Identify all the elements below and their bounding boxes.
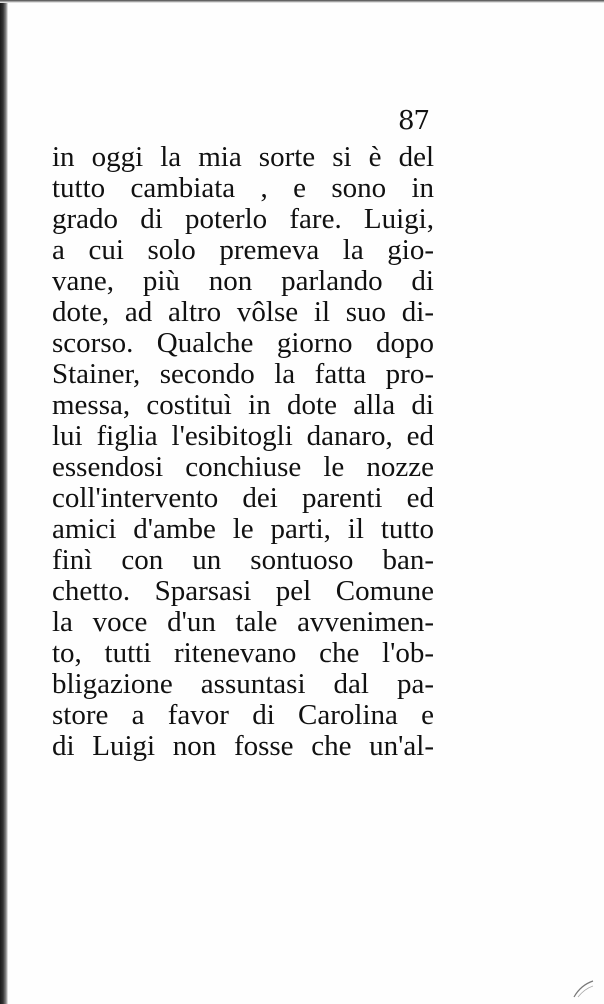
text-line: chetto. Sparsasi pel Comune xyxy=(52,575,434,607)
text-line: coll'intervento dei parenti ed xyxy=(52,482,434,514)
text-line: messa, costituì in dote alla di xyxy=(52,389,434,421)
text-line: amici d'ambe le parti, il tutto xyxy=(52,513,434,545)
text-line: finì con un sontuoso ban- xyxy=(52,544,434,576)
text-line: to, tutti ritenevano che l'ob- xyxy=(52,637,434,669)
page-number: 87 xyxy=(398,106,430,136)
text-line: dote, ad altro vôlse il suo di- xyxy=(52,296,434,328)
text-line: bligazione assuntasi dal pa- xyxy=(52,668,434,700)
book-spine-shadow xyxy=(0,0,8,1004)
page-corner-curl xyxy=(572,980,594,998)
text-line: di Luigi non fosse che un'al- xyxy=(52,730,434,762)
text-line: a cui solo premeva la gio- xyxy=(52,234,434,266)
page-top-edge xyxy=(0,0,604,3)
text-line: in oggi la mia sorte si è del xyxy=(52,141,434,173)
text-line: Stainer, secondo la fatta pro- xyxy=(52,358,434,390)
text-line: lui figlia l'esibitogli danaro, ed xyxy=(52,420,434,452)
body-text xyxy=(52,142,434,762)
text-line: vane, più non parlando di xyxy=(52,265,434,297)
text-line: essendosi conchiuse le nozze xyxy=(52,451,434,483)
text-line: store a favor di Carolina e xyxy=(52,699,434,731)
text-line: grado di poterlo fare. Luigi, xyxy=(52,203,434,235)
text-line: la voce d'un tale avvenimen- xyxy=(52,606,434,638)
text-line: scorso. Qualche giorno dopo xyxy=(52,327,434,359)
text-line: tutto cambiata , e sono in xyxy=(52,172,434,204)
